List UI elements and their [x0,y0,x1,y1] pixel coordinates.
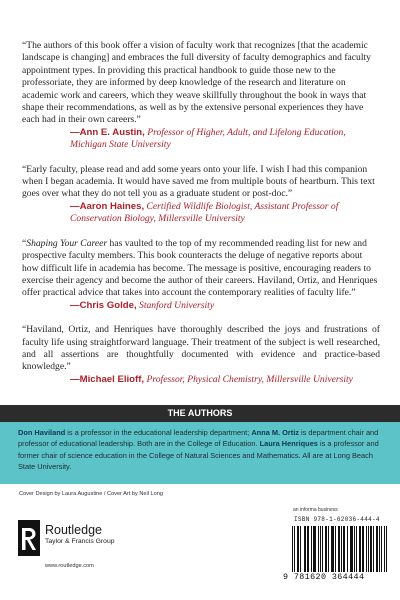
barcode-bar [368,526,369,572]
barcode-bar [315,526,316,572]
routledge-logo-icon [18,520,40,556]
quote-author-name: —Chris Golde, [70,299,137,311]
barcode-bar [308,526,309,572]
barcode-bar [359,526,360,572]
quote-text: “Early faculty, please read and add some years onto your life. I wish I had this companion when I began academia. It would have saved me from multiple bouts of heartburn. This text goes over what they do not tell you as a graduate student or post-doc.” [22,163,375,200]
barcode-bar [294,526,295,572]
barcode-bar [377,526,378,572]
barcode-bar [373,526,374,572]
barcode-bar [292,526,293,572]
endorsement-golde [22,238,380,312]
quote-book-title: Shaping Your Career [26,237,108,249]
barcode-icon [292,526,388,572]
quote-text: “Haviland, Ortiz, and Henriques have thoroughly described the joys and frustrations of faculty life using straightforward language. Their treatment of the subject is well researched, and all assertions are thoughtfully documented with evidence and practice-based knowledge.” [22,324,380,373]
quote-author-title: Stanford University [139,299,215,311]
endorsement-austin [22,40,380,152]
barcode-bar [326,526,327,572]
barcode-bar [351,526,352,572]
informa-tagline: an informa business [293,507,338,513]
barcode-bar [304,526,305,572]
barcode-bar [384,526,385,572]
barcode-bar [381,526,382,572]
barcode-bar [311,526,312,572]
barcode-bar [333,526,334,572]
barcode-panel [283,524,395,586]
author-bio: is a professor and former chair of science education in the College of Natural Sciences and Mathematics. All are at Long Beach State University. [18,439,379,472]
barcode-bar [331,526,332,572]
author-name: Anna M. Ortiz [251,428,299,437]
barcode-bar [314,526,315,572]
publisher-name: Routledge [45,523,102,537]
publisher-url: www.routledge.com [45,563,94,569]
barcode-bar [300,526,301,572]
barcode-bar [352,526,353,572]
barcode-bar [332,526,333,572]
cover-credits: Cover Design by Laura Augustine / Cover Art by Neil Long [19,491,163,497]
barcode-bar [297,526,298,572]
quote-body: has vaulted to the top of my recommended reading list for new and prospective faculty members. This book counteracts the deluge of negative reports about how difficult life in academia has become. The message is positive, encouraging readers to exercise their agency and become the author of their careers. Haviland, Ortiz, and Henriques offer practical advice that takes into account the contemporary realities of faculty life.” [22,237,378,299]
authors-bio [0,422,400,484]
publisher-group: Taylor & Francis Group [45,538,115,545]
author-name: Don Haviland [18,428,66,437]
quote-author-name: —Michael Elioff, [70,373,145,385]
barcode-bar [366,526,367,572]
authors-heading: THE AUTHORS [0,405,400,422]
quote-author-title: Certified Wildlife Biologist, Assistant Professor of Conservation Biology, Millersville University [70,200,339,225]
barcode-bar [343,526,344,572]
barcode-bar [313,526,314,572]
quote-author-name: —Aaron Haines, [70,200,145,212]
barcode-bar [318,526,319,572]
barcode-bar [354,526,355,572]
barcode-bar [335,526,336,572]
endorsement-elioff [22,324,380,386]
barcode-bar [350,526,351,572]
barcode-bar [376,526,377,572]
quote-author-name: —Ann E. Austin, [70,126,145,138]
endorsements [22,40,380,398]
quote-attribution [70,300,380,312]
barcode-bar [320,526,321,572]
barcode-bar [371,526,372,572]
quote-attribution [70,127,380,152]
barcode-bar [298,526,299,572]
endorsement-haines [22,164,380,226]
quote-author-title: Professor of Higher, Adult, and Lifelong Education, Michigan State University [70,126,346,151]
quote-text: “The authors of this book offer a vision of faculty work that recognizes [that the academic landscape is changing] and embraces the full diversity of faculty demographics and faculty appointment types. In providing this practical handbook to guide those new to the professoriate, they are informed by deep knowledge of the research and literature on academic work and careers, which they weave skillfully throughout the book in ways that shape their recommendations, as well as by the extensive personal experiences they have each had in their own careers.” [22,40,371,126]
barcode-bar [379,526,380,572]
author-name: Laura Henriques [259,439,318,449]
quote-text: “Shaping Your Career has vaulted to the top of my recommended reading list for new and prospective faculty members. This book counteracts the deluge of negative reports about how difficult life in academia has become. The message is positive, encouraging readers to exercise their agency and become the author of their careers. Haviland, Ortiz, and Henriques offer practical advice that takes into account the contemporary realities of faculty life.” [22,237,378,299]
barcode-bar [339,526,340,572]
isbn-text: ISBN 978-1-62036-444-4 [294,516,380,523]
barcode-bar [341,526,342,572]
barcode-bar [305,526,306,572]
barcode-bar [307,526,308,572]
barcode-bar [344,526,345,572]
quote-attribution [70,374,380,386]
barcode-bar [360,526,361,572]
barcode-bar [370,526,371,572]
author-bio: is department chair and professor of educational leadership. Both are in the College of Education. [18,428,379,449]
publisher-brand [45,523,115,545]
barcode-bar [363,526,364,572]
barcode-bar [338,526,339,572]
author-bio: is a professor in the educational leadership department; [65,428,252,437]
barcode-bar [325,526,326,572]
barcode-bar [328,526,329,572]
barcode-bar [347,526,348,572]
quote-author-title: Professor, Physical Chemistry, Millersville University [146,373,353,385]
barcode-bar [362,526,363,572]
quote-attribution [70,201,380,226]
barcode-number: 9 781620 364444 [283,572,365,582]
barcode-bar [386,526,387,572]
barcode-bar [322,526,323,572]
barcode-bar [356,526,357,572]
